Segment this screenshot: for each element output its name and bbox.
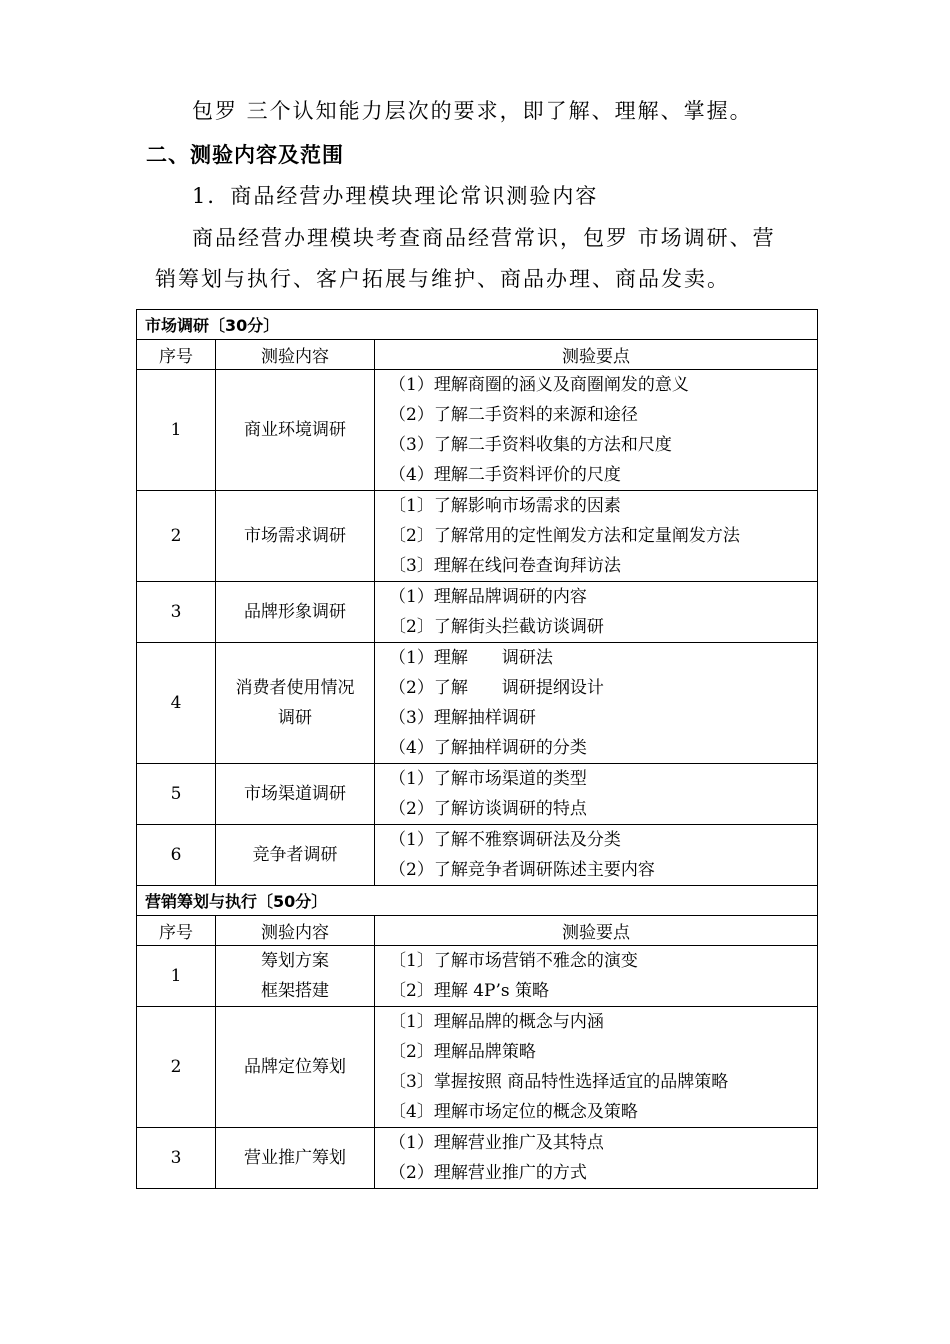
section-title: 市场调研〔30分〕 [137,310,818,340]
point-item: （1）理解商圈的涵义及商圈阐发的意义 [389,375,689,395]
topic-line: 商业环境调研 [244,420,346,440]
row-topic [216,491,375,582]
table-row [137,491,818,582]
row-points [375,825,818,886]
row-points [375,370,818,491]
row-points [375,764,818,825]
row-topic [216,825,375,886]
point-item: （4）了解抽样调研的分类 [389,738,587,758]
table-row [137,825,818,886]
point-item: 〔4〕理解市场定位的概念及策略 [389,1102,638,1122]
point-item: （2）了解 调研提纲设计 [389,678,604,698]
column-header: 序号 [137,916,216,946]
row-number: 1 [137,370,216,491]
row-topic [216,370,375,491]
sub-heading: 1．商品经营办理模块理论常识测验内容 [192,184,599,208]
section-heading: 二、测验内容及范围 [146,143,344,167]
point-item: （4）理解二手资料评价的尺度 [389,465,621,485]
row-number: 6 [137,825,216,886]
table-row [137,946,818,1007]
point-item: （2）了解竞争者调研陈述主要内容 [389,860,655,880]
column-header: 测验内容 [216,916,375,946]
point-item: （3）了解二手资料收集的方法和尺度 [389,435,672,455]
point-item: 〔2〕了解街头拦截访谈调研 [389,617,604,637]
section-row [137,310,818,340]
section-row [137,886,818,916]
row-points [375,643,818,764]
column-header: 测验要点 [375,916,818,946]
row-number: 4 [137,643,216,764]
topic-line: 消费者使用情况 [235,678,355,698]
row-number: 2 [137,1007,216,1128]
point-item: （2）了解访谈调研的特点 [389,799,587,819]
row-points [375,491,818,582]
row-points [375,582,818,643]
column-header: 测验内容 [216,340,375,370]
paragraph-line-2: 销筹划与执行、客户拓展与维护、商品办理、商品发卖。 [155,267,730,291]
point-item: 〔2〕了解常用的定性阐发方法和定量阐发方法 [389,526,740,546]
point-item: 〔1〕了解市场营销不雅念的演变 [389,951,638,971]
row-topic [216,764,375,825]
topic-line: 框架搭建 [261,981,329,1001]
point-item: （1）理解品牌调研的内容 [389,587,587,607]
column-header: 序号 [137,340,216,370]
table-row [137,1128,818,1189]
topic-line: 品牌形象调研 [244,602,346,622]
paragraph-line-1: 商品经营办理模块考查商品经营常识，包罗 市场调研、营 [192,226,776,250]
row-points [375,1128,818,1189]
topic-line: 营业推广筹划 [244,1148,346,1168]
point-item: （3）理解抽样调研 [389,708,536,728]
point-item: （1）了解不雅察调研法及分类 [389,830,621,850]
point-item: （1）理解营业推广及其特点 [389,1133,604,1153]
point-item: （1）了解市场渠道的类型 [389,769,587,789]
column-header: 测验要点 [375,340,818,370]
row-points [375,946,818,1007]
row-number: 2 [137,491,216,582]
table-header-row [137,340,818,370]
topic-line: 竞争者调研 [252,845,338,865]
exam-content-table [136,309,818,1189]
table-row [137,764,818,825]
topic-line: 市场渠道调研 [244,784,346,804]
table-row [137,643,818,764]
point-item: （2）了解二手资料的来源和途径 [389,405,638,425]
topic-line: 市场需求调研 [244,526,346,546]
row-topic [216,582,375,643]
intro-line: 包罗 三个认知能力层次的要求，即了解、理解、掌握。 [192,99,753,123]
row-topic [216,1128,375,1189]
row-number: 1 [137,946,216,1007]
point-item: 〔2〕理解 4P’s 策略 [389,981,550,1001]
point-item: 〔3〕掌握按照 商品特性选择适宜的品牌策略 [389,1072,729,1092]
row-topic [216,643,375,764]
topic-line: 品牌定位筹划 [244,1057,346,1077]
row-points [375,1007,818,1128]
row-number: 3 [137,1128,216,1189]
row-topic [216,946,375,1007]
point-item: （2）理解营业推广的方式 [389,1163,587,1183]
table-row [137,582,818,643]
table-row [137,1007,818,1128]
topic-line: 调研 [278,708,312,728]
point-item: （1）理解 调研法 [389,648,553,668]
row-number: 5 [137,764,216,825]
point-item: 〔2〕理解品牌策略 [389,1042,536,1062]
topic-line: 筹划方案 [261,951,329,971]
point-item: 〔1〕了解影响市场需求的因素 [389,496,621,516]
table-header-row [137,916,818,946]
table-row [137,370,818,491]
point-item: 〔1〕理解品牌的概念与内涵 [389,1012,604,1032]
row-number: 3 [137,582,216,643]
point-item: 〔3〕理解在线问卷查询拜访法 [389,556,621,576]
section-title: 营销筹划与执行〔50分〕 [137,886,818,916]
row-topic [216,1007,375,1128]
